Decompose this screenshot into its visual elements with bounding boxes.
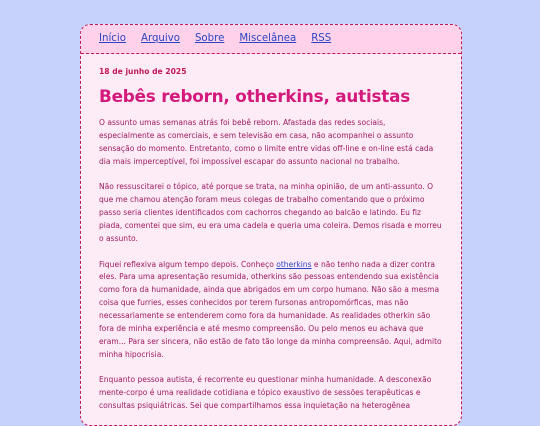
- otherkins-link[interactable]: otherkins: [276, 259, 312, 269]
- nav-link-inicio[interactable]: Início: [99, 33, 126, 44]
- post-title: Bebês reborn, otherkins, autistas: [99, 86, 411, 106]
- page-card: [80, 24, 462, 426]
- post-article: [81, 54, 461, 413]
- post-paragraph-4: Enquanto pessoa autista, é recorrente eu questionar minha humanidade. A desconexão mente-corpo é uma realidade cotidiana e tópico exaustivo de sessões terapêuticas e consultas psiquiátricas. Sei que compartilhamos essa inquietação na heterogênea: [99, 375, 432, 411]
- post-date: 18 de junho de 2025: [99, 67, 187, 76]
- post-paragraph-1: O assunto umas semanas atrás foi bebê reborn. Afastada das redes sociais, especialmente as comerciais, e sem televisão em casa, não acompanhei o assunto sensação do momento. Entretanto, como o limite entre vidas off-line e on-line está cada dia mais imperceptível, foi impossível escapar do assunto nacional no trabalho.: [99, 118, 434, 166]
- paragraph-text: e não tenho nada a dizer contra eles. Para uma apresentação resumida, otherkins são pessoas entendendo sua existência como fora da humanidade, ainda que abrigados em um corpo humano. Não são a mesma coisa que furries, esses conhecidos por terem fursonas antropomórficas, mas não necessariamente se entenderem como fora da humanidade. As realidades otherkin são fora de minha experiência e até mesmo compreensão. Ou pelo menos eu achava que eram... Para ser sincera, não estão de fato tão longe da minha compreensão. Aqui, admito minha hipocrisia.: [99, 259, 442, 359]
- nav-link-miscelanea[interactable]: Miscelânea: [239, 33, 297, 44]
- post-paragraph-2: Não ressuscitarei o tópico, até porque se trata, na minha opinião, de um anti-assunto. O que me chamou atenção foram meus colegas de trabalho comentando que o próximo passo seria clientes identificados com cachorros chegando ao balcão e latindo. Eu fiz piada, comentei que sim, eu era uma cadela e queria uma coleira. Demos risada e morreu o assunto.: [99, 182, 442, 243]
- paragraph-text: Fiquei reflexiva algum tempo depois. Conheço: [99, 259, 277, 269]
- nav-link-rss[interactable]: RSS: [311, 33, 332, 44]
- nav-link-sobre[interactable]: Sobre: [194, 33, 225, 44]
- nav-link-arquivo[interactable]: Arquivo: [140, 33, 180, 44]
- post-paragraph-3: [99, 259, 443, 362]
- top-nav: [81, 25, 461, 54]
